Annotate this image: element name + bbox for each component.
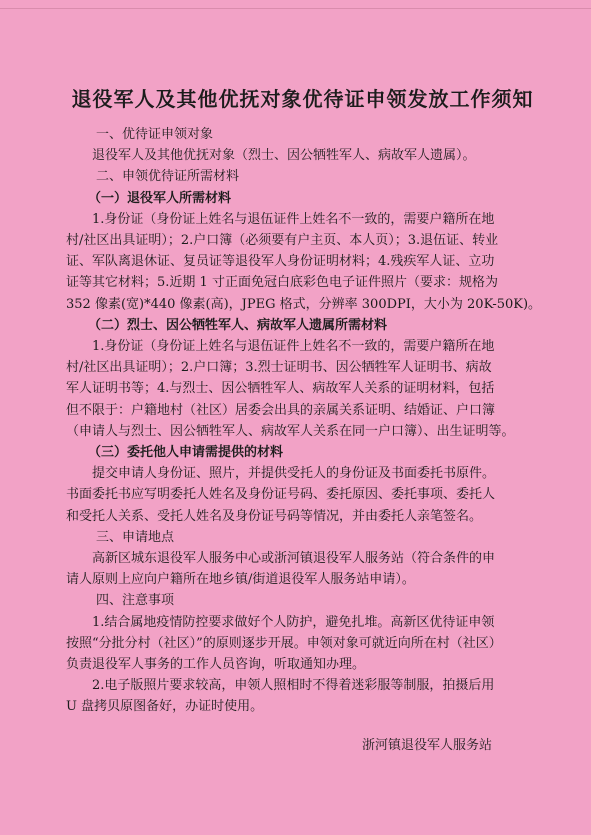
paragraph-line: 1.身份证（身份证上姓名与退伍证件上姓名不一致的，需要户籍所在地 xyxy=(92,339,495,355)
section-3-heading: 三、申请地点 xyxy=(96,529,175,545)
paragraph-line: 1.身份证（身份证上姓名与退伍证件上姓名不一致的，需要户籍所在地 xyxy=(92,211,495,227)
paragraph-line: 负责退役军人事务的工作人员咨询，听取通知办理。 xyxy=(66,657,366,673)
paragraph-line: U 盘拷贝原图备好，办证时使用。 xyxy=(66,699,264,715)
section-2-sub-2-body xyxy=(66,336,539,442)
section-1-heading: 一、优待证申领对象 xyxy=(96,127,214,142)
paragraph-line: 村/社区出具证明）；2.户口簿（必须要有户主页、本人页）；3.退伍证、转业 xyxy=(66,233,499,249)
paragraph-line: 和受托人关系、受托人姓名及身份证号码等情况，并由委托人亲笔签名。 xyxy=(66,508,483,524)
section-2-sub-3-heading: （三）委托他人申请需提供的材料 xyxy=(88,445,284,461)
issuer-signature: 浙河镇退役军人服务站 xyxy=(362,738,493,753)
paragraph-line: 证、军队离退休证、复员证等退役军人身份证明材料；4.残疾军人证、立功 xyxy=(66,254,495,270)
paragraph-line: （申请人与烈士、因公牺牲军人、病故军人关系在同一户口簿）、出生证明等。 xyxy=(66,423,515,439)
paragraph-line: 352 像素(宽)*440 像素(高)，JPEG 格式，分辨率 300DPI，大小为 20K-50K)。 xyxy=(66,296,542,312)
document-title: 退役军人及其他优抚对象优待证申领发放工作须知 xyxy=(71,87,534,111)
paragraph-line: 高新区城东退役军人服务中心或浙河镇退役军人服务站（符合条件的申 xyxy=(92,551,496,567)
section-2-heading: 二、申领优待证所需材料 xyxy=(96,169,240,185)
section-4-heading: 四、注意事项 xyxy=(96,593,175,609)
paragraph-line: 但不限于：户籍地村（社区）居委会出具的亲属关系证明、结婚证、户口簿 xyxy=(66,402,496,418)
paragraph-line: 书面委托书应写明委托人姓名及身份证号码、委托原因、委托事项、委托人 xyxy=(66,487,496,503)
paragraph-line: 1.结合属地疫情防控要求做好个人防护，避免扎堆。高新区优待证申领 xyxy=(92,614,495,630)
section-3-body xyxy=(66,548,539,590)
section-4-item-2 xyxy=(66,675,539,717)
top-border-line xyxy=(0,8,591,9)
section-2-sub-1-heading: （一）退役军人所需材料 xyxy=(88,190,232,206)
paragraph-line: 提交申请人身份证、照片，并提供受托人的身份证及书面委托书原件。 xyxy=(92,466,496,482)
paragraph-line: 证等其它材料；5.近期 1 寸正面免冠白底彩色电子证件照片（要求：规格为 xyxy=(66,275,498,291)
paragraph-line: 请人原则上应向户籍所在地乡镇/街道退役军人服务站申请）。 xyxy=(66,572,415,588)
section-4-item-1 xyxy=(66,612,539,676)
paragraph-line: 按照“分批分村（社区）”的原则逐步开展。申领对象可就近向所在村（社区） xyxy=(66,635,502,651)
section-2-sub-3-body xyxy=(66,463,539,527)
section-1-text: 退役军人及其他优抚对象（烈士、因公牺牲军人、病故军人遗属）。 xyxy=(92,148,476,164)
section-2-sub-2-heading: （二）烈士、因公牺牲军人、病故军人遗属所需材料 xyxy=(88,317,388,333)
paragraph-line: 2.电子版照片要求较高，申领人照相时不得着迷彩服等制服，拍摄后用 xyxy=(92,678,495,694)
paragraph-line: 村/社区出具证明）；2.户口簿；3.烈士证明书、因公牺牲军人证明书、病故 xyxy=(66,360,492,376)
section-2-sub-1-body xyxy=(66,209,542,315)
paragraph-line: 军人证明书等；4.与烈士、因公牺牲军人、病故军人关系的证明材料，包括 xyxy=(66,381,495,397)
